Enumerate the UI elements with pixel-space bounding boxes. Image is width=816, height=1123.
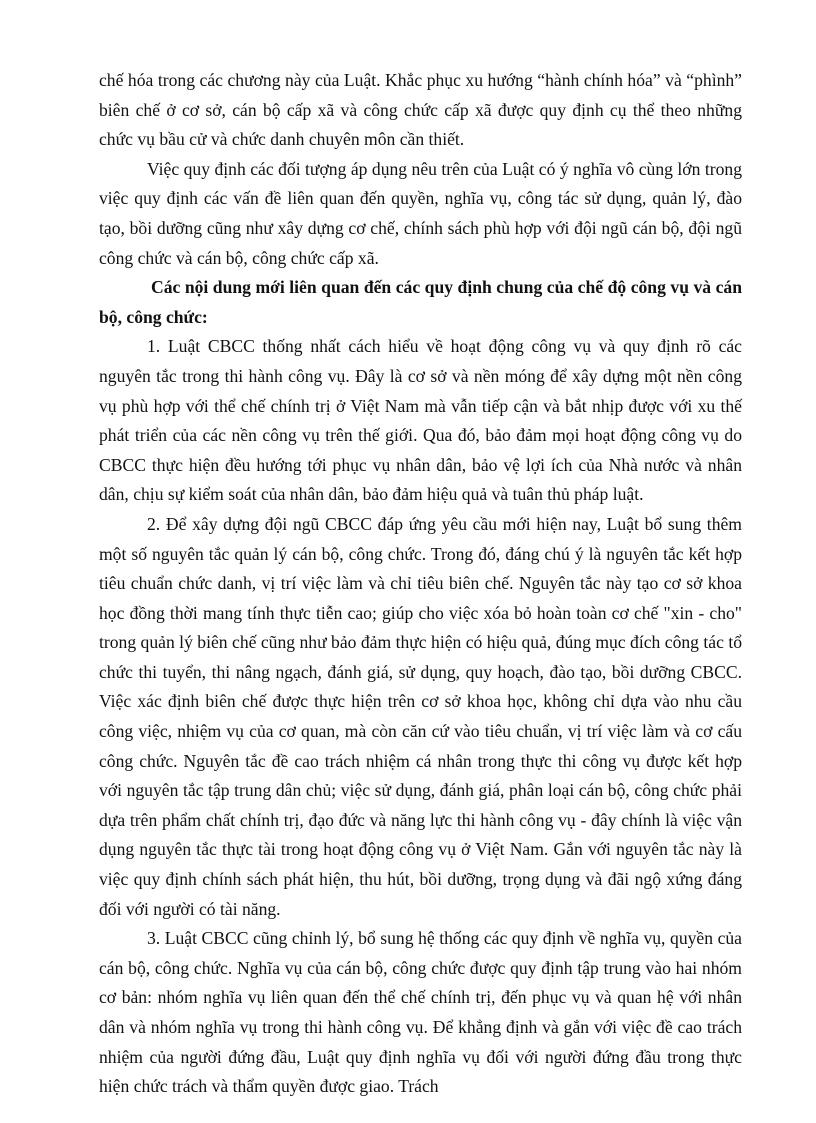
section-heading: Các nội dung mới liên quan đến các quy định chung của chế độ công vụ và cán bộ, công chức: <box>99 277 742 327</box>
document-page <box>99 66 742 1102</box>
paragraph-item-2: 2. Để xây dựng đội ngũ CBCC đáp ứng yêu cầu mới hiện nay, Luật bổ sung thêm một số nguyên tắc quản lý cán bộ, công chức. Trong đó, đáng chú ý là nguyên tắc kết hợp tiêu chuẩn chức danh, vị trí việc làm và chỉ tiêu biên chế. Nguyên tắc này tạo cơ sở khoa học đồng thời mang tính thực tiễn cao; giúp cho việc xóa bỏ hoàn toàn cơ chế "xin - cho" trong quản lý biên chế cũng như bảo đảm thực hiện có hiệu quả, đúng mục đích công tác tổ chức thi tuyển, thi nâng ngạch, đánh giá, sử dụng, quy hoạch, đào tạo, bồi dưỡng CBCC. Việc xác định biên chế được thực hiện trên cơ sở khoa học, không chỉ dựa vào nhu cầu công việc, nhiệm vụ của cơ quan, mà còn căn cứ vào tiêu chuẩn, vị trí việc làm và cơ cấu công chức. Nguyên tắc đề cao trách nhiệm cá nhân trong thực thi công vụ được kết hợp với nguyên tắc tập trung dân chủ; việc sử dụng, đánh giá, phân loại cán bộ, công chức phải dựa trên phẩm chất chính trị, đạo đức và năng lực thi hành công vụ - đây chính là việc vận dụng nguyên tắc thực tài trong hoạt động công vụ ở Việt Nam. Gắn với nguyên tắc này là việc quy định chính sách phát hiện, thu hút, bồi dưỡng, trọng dụng và đãi ngộ xứng đáng đối với người có tài năng. <box>99 513 742 919</box>
paragraph-item-3: 3. Luật CBCC cũng chỉnh lý, bổ sung hệ thống các quy định về nghĩa vụ, quyền của cán bộ, công chức. Nghĩa vụ của cán bộ, công chức được quy định tập trung vào hai nhóm cơ bản: nhóm nghĩa vụ liên quan đến thể chế chính trị, đến phục vụ và quan hệ với nhân dân và nhóm nghĩa vụ trong thi hành công vụ. Để khẳng định và gắn với việc đề cao trách nhiệm của người đứng đầu, Luật quy định nghĩa vụ đối với người đứng đầu trong thực hiện chức trách và thẩm quyền được giao. Trách <box>99 928 742 1097</box>
paragraph-continuation: chế hóa trong các chương này của Luật. Khắc phục xu hướng “hành chính hóa” và “phình” biên chế ở cơ sở, cán bộ cấp xã và công chức cấp xã được quy định cụ thể theo những chức vụ bầu cử và chức danh chuyên môn cần thiết. <box>99 70 742 150</box>
paragraph-item-1: 1. Luật CBCC thống nhất cách hiểu về hoạt động công vụ và quy định rõ các nguyên tắc trong thi hành công vụ. Đây là cơ sở và nền móng để xây dựng một nền công vụ phù hợp với thể chế chính trị ở Việt Nam mà vẫn tiếp cận và bắt nhịp được với xu thế phát triển của các nền công vụ trên thế giới. Qua đó, bảo đảm mọi hoạt động công vụ do CBCC thực hiện đều hướng tới phục vụ nhân dân, bảo vệ lợi ích của Nhà nước và nhân dân, chịu sự kiểm soát của nhân dân, bảo đảm hiệu quả và tuân thủ pháp luật. <box>99 336 742 505</box>
paragraph-scope-significance: Việc quy định các đối tượng áp dụng nêu trên của Luật có ý nghĩa vô cùng lớn trong việc quy định các vấn đề liên quan đến quyền, nghĩa vụ, công tác sử dụng, quản lý, đào tạo, bồi dưỡng cũng như xây dựng cơ chế, chính sách phù hợp với đội ngũ cán bộ, đội ngũ công chức và cán bộ, công chức cấp xã. <box>99 158 742 268</box>
